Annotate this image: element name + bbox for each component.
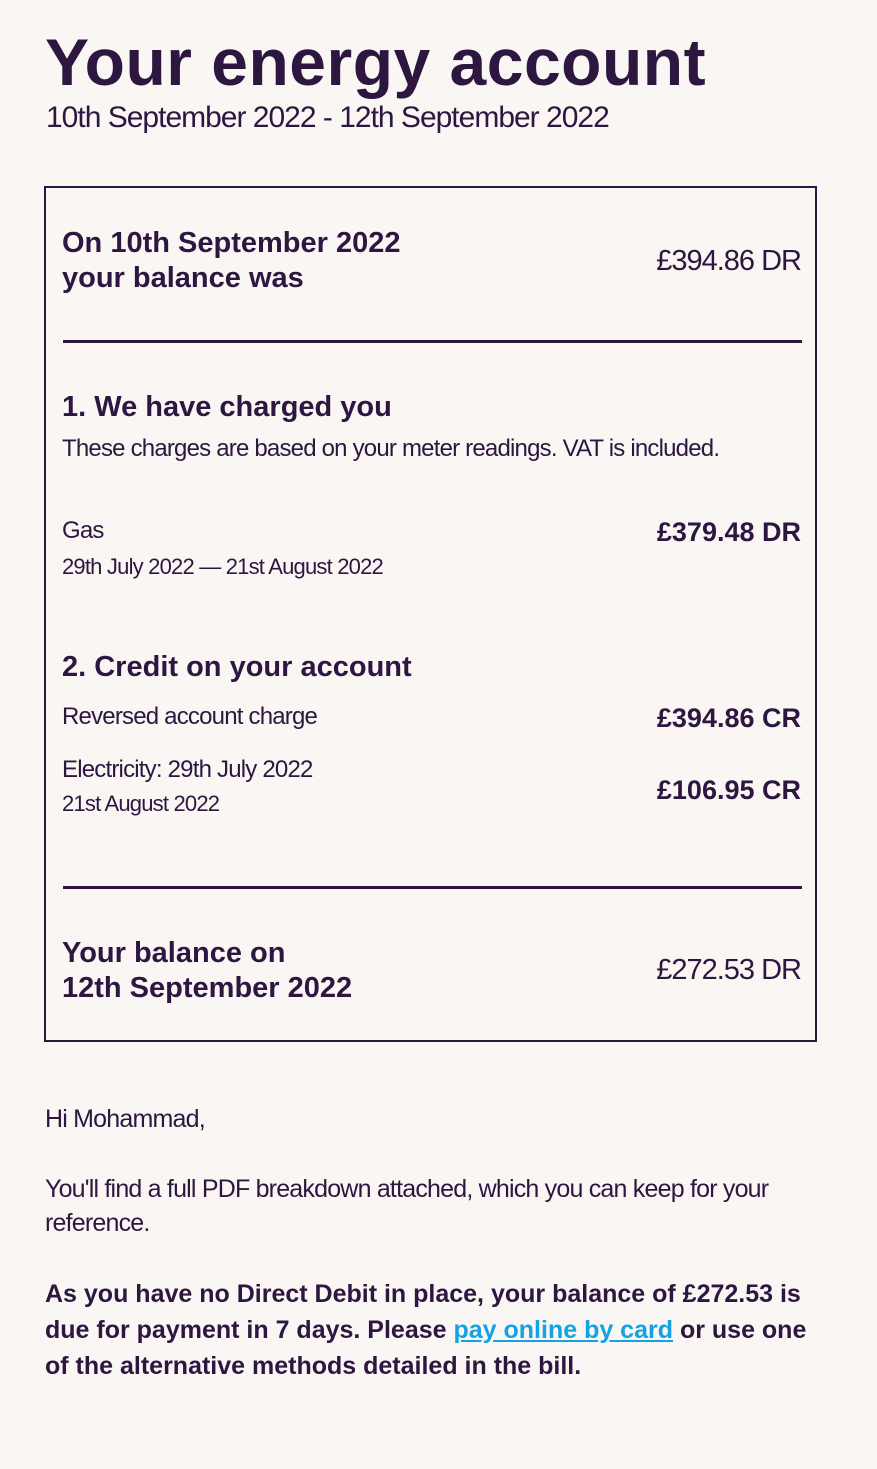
electricity-credit-dates: 21st August 2022 [62,791,220,816]
reversed-charge-label: Reversed account charge [62,703,318,730]
pdf-breakdown-paragraph: You'll find a full PDF breakdown attached, which you can keep for your reference. [45,1175,769,1237]
statement-card [44,186,817,1042]
closing-balance-label-line2: 12th September 2022 [62,972,353,1004]
closing-balance-amount: £272.53 DR [656,954,801,986]
opening-balance-label [62,226,400,296]
greeting: Hi Mohammad, [45,1105,205,1133]
pay-online-link[interactable]: pay online by card [453,1316,673,1344]
gas-charge-label: Gas [62,517,104,544]
charges-note: These charges are based on your meter readings. VAT is included. [62,435,720,462]
reversed-charge-amount: £394.86 CR [656,703,801,733]
payment-notice-text-after: or use one of the alternative methods detailed in the bill. [45,1316,807,1380]
opening-balance-amount: £394.86 DR [656,245,801,277]
payment-notice-text-before: As you have no Direct Debit in place, your balance of £272.53 is due for payment in 7 days. Please [45,1280,801,1344]
opening-balance-label-line2: your balance was [62,262,304,294]
gas-charge-amount: £379.48 DR [656,517,801,547]
electricity-credit-amount: £106.95 CR [656,775,801,805]
charges-section-title: 1. We have charged you [62,391,392,423]
divider-top [63,340,802,343]
closing-balance-label [62,936,352,1006]
gas-charge-dates: 29th July 2022 — 21st August 2022 [62,554,383,579]
electricity-credit-label: Electricity: 29th July 2022 [62,756,313,783]
payment-notice [45,1276,835,1384]
divider-bottom [63,886,802,889]
credits-section-title: 2. Credit on your account [62,651,412,683]
opening-balance-label-line1: On 10th September 2022 [62,227,401,259]
closing-balance-label-line1: Your balance on [62,937,286,969]
statement-period: 10th September 2022 - 12th September 2022 [46,101,609,134]
page-title: Your energy account [45,25,707,99]
